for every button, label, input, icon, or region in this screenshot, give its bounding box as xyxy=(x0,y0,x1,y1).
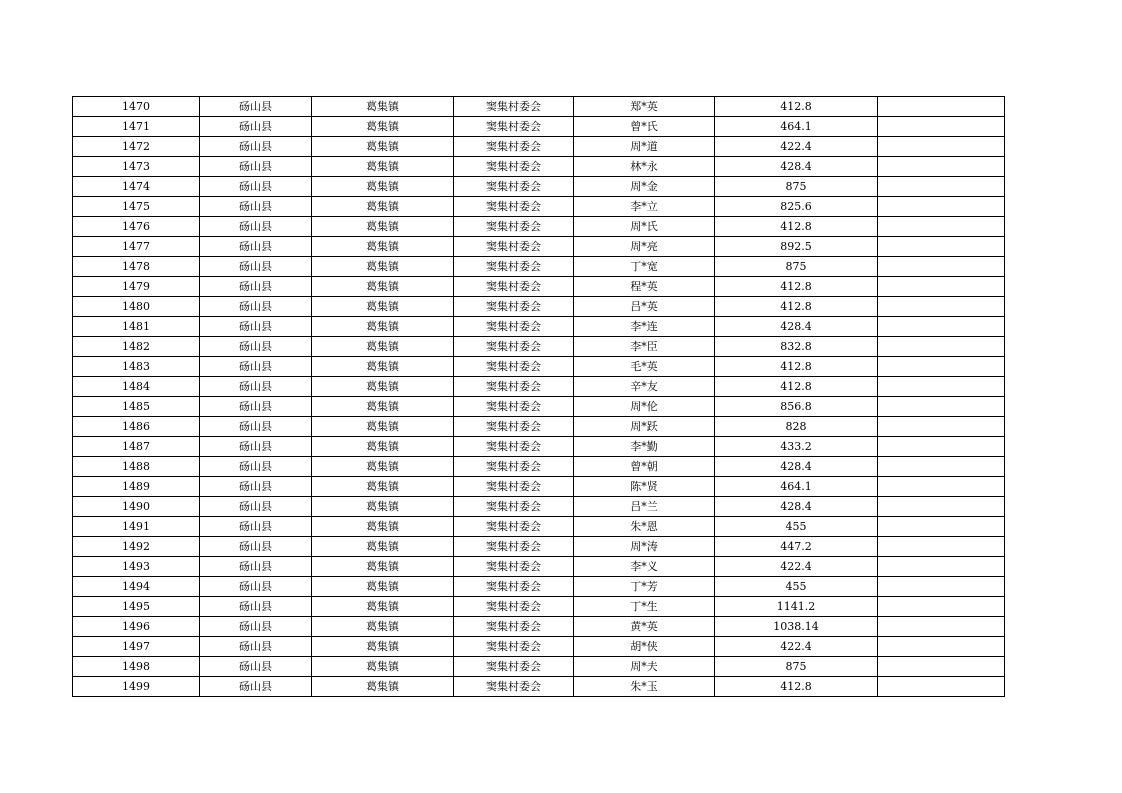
table-row xyxy=(73,657,1005,677)
name-cell: 林*永 xyxy=(574,157,715,177)
town-cell: 葛集镇 xyxy=(312,377,454,397)
town-cell: 葛集镇 xyxy=(312,337,454,357)
remark-cell xyxy=(878,137,1005,157)
table-row xyxy=(73,397,1005,417)
county-cell: 砀山县 xyxy=(200,557,312,577)
row-number-cell: 1473 xyxy=(73,157,200,177)
village-committee-cell: 窦集村委会 xyxy=(454,177,574,197)
row-number-cell: 1498 xyxy=(73,657,200,677)
village-committee-cell: 窦集村委会 xyxy=(454,197,574,217)
county-cell: 砀山县 xyxy=(200,597,312,617)
town-cell: 葛集镇 xyxy=(312,257,454,277)
village-committee-cell: 窦集村委会 xyxy=(454,497,574,517)
name-cell: 周*道 xyxy=(574,137,715,157)
data-table xyxy=(72,96,1005,697)
table-row xyxy=(73,517,1005,537)
row-number-cell: 1490 xyxy=(73,497,200,517)
amount-cell: 1038.14 xyxy=(715,617,878,637)
remark-cell xyxy=(878,197,1005,217)
row-number-cell: 1493 xyxy=(73,557,200,577)
table-row xyxy=(73,437,1005,457)
row-number-cell: 1477 xyxy=(73,237,200,257)
table-row xyxy=(73,177,1005,197)
town-cell: 葛集镇 xyxy=(312,397,454,417)
table-row xyxy=(73,257,1005,277)
row-number-cell: 1471 xyxy=(73,117,200,137)
town-cell: 葛集镇 xyxy=(312,157,454,177)
row-number-cell: 1481 xyxy=(73,317,200,337)
table-row xyxy=(73,317,1005,337)
table-row xyxy=(73,637,1005,657)
county-cell: 砀山县 xyxy=(200,657,312,677)
village-committee-cell: 窦集村委会 xyxy=(454,337,574,357)
county-cell: 砀山县 xyxy=(200,397,312,417)
name-cell: 李*立 xyxy=(574,197,715,217)
remark-cell xyxy=(878,657,1005,677)
remark-cell xyxy=(878,557,1005,577)
county-cell: 砀山县 xyxy=(200,677,312,697)
amount-cell: 875 xyxy=(715,657,878,677)
town-cell: 葛集镇 xyxy=(312,597,454,617)
row-number-cell: 1495 xyxy=(73,597,200,617)
village-committee-cell: 窦集村委会 xyxy=(454,477,574,497)
row-number-cell: 1485 xyxy=(73,397,200,417)
row-number-cell: 1470 xyxy=(73,97,200,117)
row-number-cell: 1497 xyxy=(73,637,200,657)
table-row xyxy=(73,677,1005,697)
village-committee-cell: 窦集村委会 xyxy=(454,397,574,417)
row-number-cell: 1489 xyxy=(73,477,200,497)
name-cell: 朱*恩 xyxy=(574,517,715,537)
village-committee-cell: 窦集村委会 xyxy=(454,517,574,537)
row-number-cell: 1494 xyxy=(73,577,200,597)
table-row xyxy=(73,357,1005,377)
county-cell: 砀山县 xyxy=(200,377,312,397)
name-cell: 李*臣 xyxy=(574,337,715,357)
amount-cell: 1141.2 xyxy=(715,597,878,617)
table-body xyxy=(73,97,1005,697)
name-cell: 李*勤 xyxy=(574,437,715,457)
amount-cell: 828 xyxy=(715,417,878,437)
name-cell: 周*氏 xyxy=(574,217,715,237)
village-committee-cell: 窦集村委会 xyxy=(454,557,574,577)
town-cell: 葛集镇 xyxy=(312,217,454,237)
table-row xyxy=(73,577,1005,597)
remark-cell xyxy=(878,317,1005,337)
amount-cell: 455 xyxy=(715,517,878,537)
town-cell: 葛集镇 xyxy=(312,357,454,377)
amount-cell: 433.2 xyxy=(715,437,878,457)
amount-cell: 412.8 xyxy=(715,97,878,117)
county-cell: 砀山县 xyxy=(200,217,312,237)
remark-cell xyxy=(878,297,1005,317)
row-number-cell: 1484 xyxy=(73,377,200,397)
table-row xyxy=(73,457,1005,477)
name-cell: 程*英 xyxy=(574,277,715,297)
table-row xyxy=(73,537,1005,557)
village-committee-cell: 窦集村委会 xyxy=(454,677,574,697)
name-cell: 郑*英 xyxy=(574,97,715,117)
remark-cell xyxy=(878,517,1005,537)
village-committee-cell: 窦集村委会 xyxy=(454,277,574,297)
county-cell: 砀山县 xyxy=(200,517,312,537)
amount-cell: 412.8 xyxy=(715,277,878,297)
table-row xyxy=(73,617,1005,637)
village-committee-cell: 窦集村委会 xyxy=(454,377,574,397)
name-cell: 朱*玉 xyxy=(574,677,715,697)
table-row xyxy=(73,97,1005,117)
village-committee-cell: 窦集村委会 xyxy=(454,137,574,157)
amount-cell: 412.8 xyxy=(715,357,878,377)
county-cell: 砀山县 xyxy=(200,97,312,117)
county-cell: 砀山县 xyxy=(200,237,312,257)
village-committee-cell: 窦集村委会 xyxy=(454,437,574,457)
town-cell: 葛集镇 xyxy=(312,497,454,517)
town-cell: 葛集镇 xyxy=(312,197,454,217)
county-cell: 砀山县 xyxy=(200,197,312,217)
town-cell: 葛集镇 xyxy=(312,677,454,697)
table-row xyxy=(73,497,1005,517)
remark-cell xyxy=(878,97,1005,117)
remark-cell xyxy=(878,417,1005,437)
town-cell: 葛集镇 xyxy=(312,137,454,157)
table-row xyxy=(73,197,1005,217)
name-cell: 李*连 xyxy=(574,317,715,337)
county-cell: 砀山县 xyxy=(200,177,312,197)
amount-cell: 412.8 xyxy=(715,217,878,237)
remark-cell xyxy=(878,257,1005,277)
row-number-cell: 1476 xyxy=(73,217,200,237)
amount-cell: 875 xyxy=(715,177,878,197)
town-cell: 葛集镇 xyxy=(312,577,454,597)
village-committee-cell: 窦集村委会 xyxy=(454,317,574,337)
name-cell: 周*夫 xyxy=(574,657,715,677)
remark-cell xyxy=(878,497,1005,517)
county-cell: 砀山县 xyxy=(200,417,312,437)
village-committee-cell: 窦集村委会 xyxy=(454,657,574,677)
remark-cell xyxy=(878,577,1005,597)
row-number-cell: 1492 xyxy=(73,537,200,557)
row-number-cell: 1488 xyxy=(73,457,200,477)
amount-cell: 428.4 xyxy=(715,317,878,337)
name-cell: 陈*贤 xyxy=(574,477,715,497)
row-number-cell: 1482 xyxy=(73,337,200,357)
county-cell: 砀山县 xyxy=(200,337,312,357)
town-cell: 葛集镇 xyxy=(312,537,454,557)
amount-cell: 428.4 xyxy=(715,497,878,517)
table-row xyxy=(73,157,1005,177)
village-committee-cell: 窦集村委会 xyxy=(454,257,574,277)
row-number-cell: 1474 xyxy=(73,177,200,197)
county-cell: 砀山县 xyxy=(200,577,312,597)
row-number-cell: 1496 xyxy=(73,617,200,637)
village-committee-cell: 窦集村委会 xyxy=(454,157,574,177)
remark-cell xyxy=(878,477,1005,497)
county-cell: 砀山县 xyxy=(200,357,312,377)
town-cell: 葛集镇 xyxy=(312,637,454,657)
town-cell: 葛集镇 xyxy=(312,317,454,337)
remark-cell xyxy=(878,637,1005,657)
table-row xyxy=(73,277,1005,297)
town-cell: 葛集镇 xyxy=(312,417,454,437)
table-row xyxy=(73,597,1005,617)
village-committee-cell: 窦集村委会 xyxy=(454,597,574,617)
table-row xyxy=(73,137,1005,157)
name-cell: 周*涛 xyxy=(574,537,715,557)
table-row xyxy=(73,217,1005,237)
amount-cell: 875 xyxy=(715,257,878,277)
name-cell: 曾*朝 xyxy=(574,457,715,477)
name-cell: 胡*侠 xyxy=(574,637,715,657)
remark-cell xyxy=(878,177,1005,197)
remark-cell xyxy=(878,357,1005,377)
county-cell: 砀山县 xyxy=(200,437,312,457)
town-cell: 葛集镇 xyxy=(312,97,454,117)
row-number-cell: 1499 xyxy=(73,677,200,697)
amount-cell: 412.8 xyxy=(715,297,878,317)
county-cell: 砀山县 xyxy=(200,637,312,657)
remark-cell xyxy=(878,597,1005,617)
name-cell: 吕*英 xyxy=(574,297,715,317)
amount-cell: 825.6 xyxy=(715,197,878,217)
row-number-cell: 1487 xyxy=(73,437,200,457)
village-committee-cell: 窦集村委会 xyxy=(454,417,574,437)
town-cell: 葛集镇 xyxy=(312,177,454,197)
village-committee-cell: 窦集村委会 xyxy=(454,637,574,657)
amount-cell: 464.1 xyxy=(715,477,878,497)
county-cell: 砀山县 xyxy=(200,617,312,637)
row-number-cell: 1479 xyxy=(73,277,200,297)
county-cell: 砀山县 xyxy=(200,537,312,557)
row-number-cell: 1472 xyxy=(73,137,200,157)
town-cell: 葛集镇 xyxy=(312,617,454,637)
county-cell: 砀山县 xyxy=(200,477,312,497)
remark-cell xyxy=(878,217,1005,237)
amount-cell: 856.8 xyxy=(715,397,878,417)
row-number-cell: 1480 xyxy=(73,297,200,317)
amount-cell: 455 xyxy=(715,577,878,597)
name-cell: 李*义 xyxy=(574,557,715,577)
county-cell: 砀山县 xyxy=(200,157,312,177)
town-cell: 葛集镇 xyxy=(312,117,454,137)
remark-cell xyxy=(878,157,1005,177)
amount-cell: 422.4 xyxy=(715,637,878,657)
name-cell: 丁*生 xyxy=(574,597,715,617)
table-row xyxy=(73,557,1005,577)
table-row xyxy=(73,417,1005,437)
town-cell: 葛集镇 xyxy=(312,477,454,497)
village-committee-cell: 窦集村委会 xyxy=(454,117,574,137)
county-cell: 砀山县 xyxy=(200,297,312,317)
remark-cell xyxy=(878,617,1005,637)
amount-cell: 428.4 xyxy=(715,157,878,177)
name-cell: 黄*英 xyxy=(574,617,715,637)
name-cell: 毛*英 xyxy=(574,357,715,377)
county-cell: 砀山县 xyxy=(200,117,312,137)
county-cell: 砀山县 xyxy=(200,277,312,297)
town-cell: 葛集镇 xyxy=(312,277,454,297)
town-cell: 葛集镇 xyxy=(312,297,454,317)
amount-cell: 422.4 xyxy=(715,557,878,577)
county-cell: 砀山县 xyxy=(200,457,312,477)
county-cell: 砀山县 xyxy=(200,137,312,157)
table-row xyxy=(73,377,1005,397)
amount-cell: 892.5 xyxy=(715,237,878,257)
county-cell: 砀山县 xyxy=(200,257,312,277)
table-row xyxy=(73,237,1005,257)
county-cell: 砀山县 xyxy=(200,317,312,337)
town-cell: 葛集镇 xyxy=(312,517,454,537)
name-cell: 周*伦 xyxy=(574,397,715,417)
remark-cell xyxy=(878,377,1005,397)
village-committee-cell: 窦集村委会 xyxy=(454,457,574,477)
row-number-cell: 1491 xyxy=(73,517,200,537)
remark-cell xyxy=(878,677,1005,697)
table-row xyxy=(73,477,1005,497)
village-committee-cell: 窦集村委会 xyxy=(454,217,574,237)
name-cell: 丁*宽 xyxy=(574,257,715,277)
amount-cell: 428.4 xyxy=(715,457,878,477)
amount-cell: 412.8 xyxy=(715,377,878,397)
name-cell: 周*金 xyxy=(574,177,715,197)
town-cell: 葛集镇 xyxy=(312,557,454,577)
row-number-cell: 1486 xyxy=(73,417,200,437)
name-cell: 辛*友 xyxy=(574,377,715,397)
remark-cell xyxy=(878,537,1005,557)
name-cell: 吕*兰 xyxy=(574,497,715,517)
remark-cell xyxy=(878,237,1005,257)
remark-cell xyxy=(878,117,1005,137)
village-committee-cell: 窦集村委会 xyxy=(454,97,574,117)
table-row xyxy=(73,337,1005,357)
amount-cell: 412.8 xyxy=(715,677,878,697)
village-committee-cell: 窦集村委会 xyxy=(454,617,574,637)
table-row xyxy=(73,297,1005,317)
remark-cell xyxy=(878,397,1005,417)
county-cell: 砀山县 xyxy=(200,497,312,517)
row-number-cell: 1483 xyxy=(73,357,200,377)
town-cell: 葛集镇 xyxy=(312,437,454,457)
village-committee-cell: 窦集村委会 xyxy=(454,577,574,597)
name-cell: 周*跃 xyxy=(574,417,715,437)
amount-cell: 447.2 xyxy=(715,537,878,557)
amount-cell: 832.8 xyxy=(715,337,878,357)
town-cell: 葛集镇 xyxy=(312,657,454,677)
table-row xyxy=(73,117,1005,137)
name-cell: 丁*芳 xyxy=(574,577,715,597)
village-committee-cell: 窦集村委会 xyxy=(454,357,574,377)
village-committee-cell: 窦集村委会 xyxy=(454,237,574,257)
remark-cell xyxy=(878,337,1005,357)
amount-cell: 422.4 xyxy=(715,137,878,157)
name-cell: 周*亮 xyxy=(574,237,715,257)
village-committee-cell: 窦集村委会 xyxy=(454,537,574,557)
remark-cell xyxy=(878,277,1005,297)
amount-cell: 464.1 xyxy=(715,117,878,137)
remark-cell xyxy=(878,437,1005,457)
town-cell: 葛集镇 xyxy=(312,457,454,477)
town-cell: 葛集镇 xyxy=(312,237,454,257)
row-number-cell: 1478 xyxy=(73,257,200,277)
village-committee-cell: 窦集村委会 xyxy=(454,297,574,317)
name-cell: 曾*氏 xyxy=(574,117,715,137)
remark-cell xyxy=(878,457,1005,477)
row-number-cell: 1475 xyxy=(73,197,200,217)
